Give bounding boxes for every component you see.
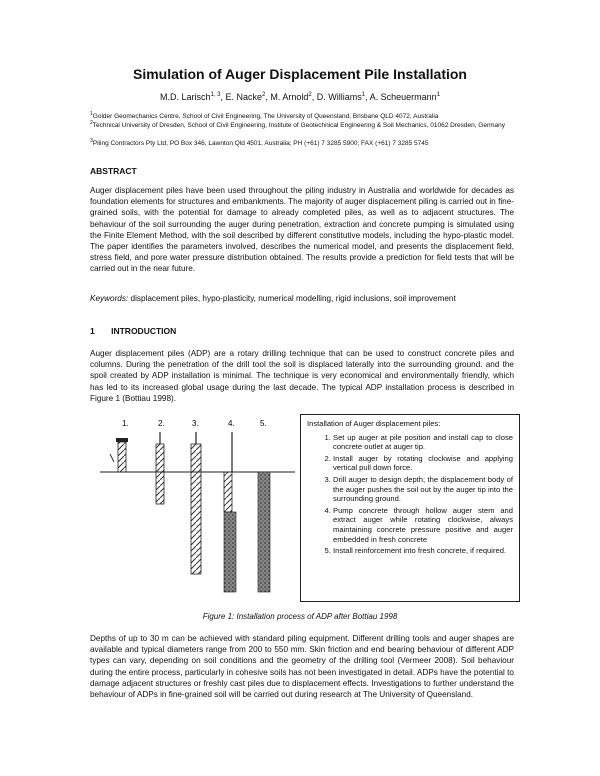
aff-sup: 2 [90,120,93,126]
section-number: 1 [90,326,95,336]
abstract-heading: ABSTRACT [90,166,137,176]
author: E. Nacke [225,92,263,102]
step-item: 2. Install auger by rotating clockwise and applying vertical pull down force. [333,454,513,473]
figure-caption: Figure 1: Installation process of ADP after Bottiau 1998 [202,612,398,621]
step-1-auger [110,438,128,472]
author: M.D. Larisch [159,92,211,102]
intro-paragraph-2: Depths of up to 30 m can be achieved with standard piling equipment. Different drilling tools and auger shapes are available and typical diameters range from 200 to 550 mm. Skin friction and end bearing behaviour of different ADP types can vary, depending on soil conditions and the geometry of the drilling tool (Vermeer 2008). Soil behaviour during the entire process, particularly in cohesive soils has not been investigated in detail. ADPs have the potential to damage adjacent structures or freshly cast piles due to displacement effects. Investigations to further understand the behaviour of ADPs in fine-grained soil will be carried out during research at The University of Queensland. [90,634,514,700]
step-label: 1. [122,419,129,428]
section-title: INTRODUCTION [111,326,177,336]
installation-steps-box [300,414,520,602]
step-label: 5. [260,419,267,428]
aff-text: Technical University of Dresden, School of Civil Engineering, Institute of Geotechnical Engineering & Soil Mechanics, 01062 Dresden, Germany [92,122,506,130]
aff-sup: 3 [90,138,93,144]
adp-process-illustration [100,414,300,610]
aff-text: Piling Contractors Pty Ltd, PO Box 346, Lawnton Qld 4501, Australia; PH (+61) 7 3285 5900; FAX (+61) 7 3285 5745 [92,140,429,148]
step-item: 5. Install reinforcement into fresh concrete, if required. [333,546,513,556]
intro-paragraph-1: Auger displacement piles (ADP) are a rotary drilling technique that can be used to construct concrete piles and columns. During the penetration of the drill tool the soil is displaced laterally into the surrounding ground. and the spoil created by ADP installation is minimal. The technique is very economical and environmentally friendly, which has led to its increased global usage during the last decade. The typical ADP installation process is described in Figure 1 (Bottiau 1998). [90,349,514,403]
author-sup: 2 [308,92,312,98]
step-label: 4. [228,419,235,428]
author-sup: 2 [262,92,266,98]
step-3-auger [191,432,201,574]
section-heading [90,326,176,336]
steps-list [307,433,513,556]
affiliation [90,137,530,148]
keywords-text: displacement piles, hypo-plasticity, numerical modelling, rigid inclusions, soil improvement [130,294,456,303]
step-item: 3. Drill auger to design depth; the displacement body of the auger pushes the soil out by the auger tip into the surrounding ground. [333,475,513,504]
author-sup: 1 [436,92,441,98]
aff-text: Golder Geomechanics Centre, School of Civil Engineering, The University of Queensland, Brisbane QLD 4072, Australia [92,113,439,121]
author: A. Scheuermann [369,92,437,102]
box-title: Installation of Auger displacement piles: [307,419,441,428]
step-2-auger [156,432,164,504]
paper-title: Simulation of Auger Displacement Pile Installation [133,66,467,82]
keywords [90,294,530,303]
aff-sup: 1 [90,111,93,117]
author-sup: 1 [361,92,366,98]
step-5-pile [258,472,270,592]
step-item: 4. Pump concrete through hollow auger stem and extract auger while rotating clockwise, always maintaining concrete pressure positive and auger embedded in fresh concrete [333,506,513,544]
author: M. Arnold [270,92,309,102]
keywords-label: Keywords: [90,294,129,303]
step-label: 2. [158,419,165,428]
author-sup: 1, 3 [210,92,221,98]
step-4-concrete [224,432,236,592]
affiliation [90,119,530,130]
step-item: 1. Set up auger at pile position and install cap to close concrete outlet at auger tip. [333,433,513,452]
abstract-text: Auger displacement piles have been used throughout the piling industry in Australia and worldwide for decades as foundation elements for structures and embankments. The majority of auger displacement piling is carried out in fine-grained soils, with the potential for damage to already completed piles, as well as to adjacent structures. The behaviour of the soil surrounding the auger during penetration, extraction and concrete pumping is simulated using the Finite Element Method, with the soil described by different constitutive models, including the hypo-plastic model. The paper identifies the parameters involved, describes the numerical model, and presents the displacement field, stress field, and pore water pressure distribution obtained. The results provide a prediction for field tests that will be carried out in the near future. [90,186,514,274]
step-label: 3. [192,419,199,428]
author: D. Williams [316,92,362,102]
author-list: M.D. Larisch$^{1, 3}$, E. Nacke$^2$, M. Arnold$^2$, D. Williams$^1$, A. Scheuermann$^1$ [159,92,441,102]
